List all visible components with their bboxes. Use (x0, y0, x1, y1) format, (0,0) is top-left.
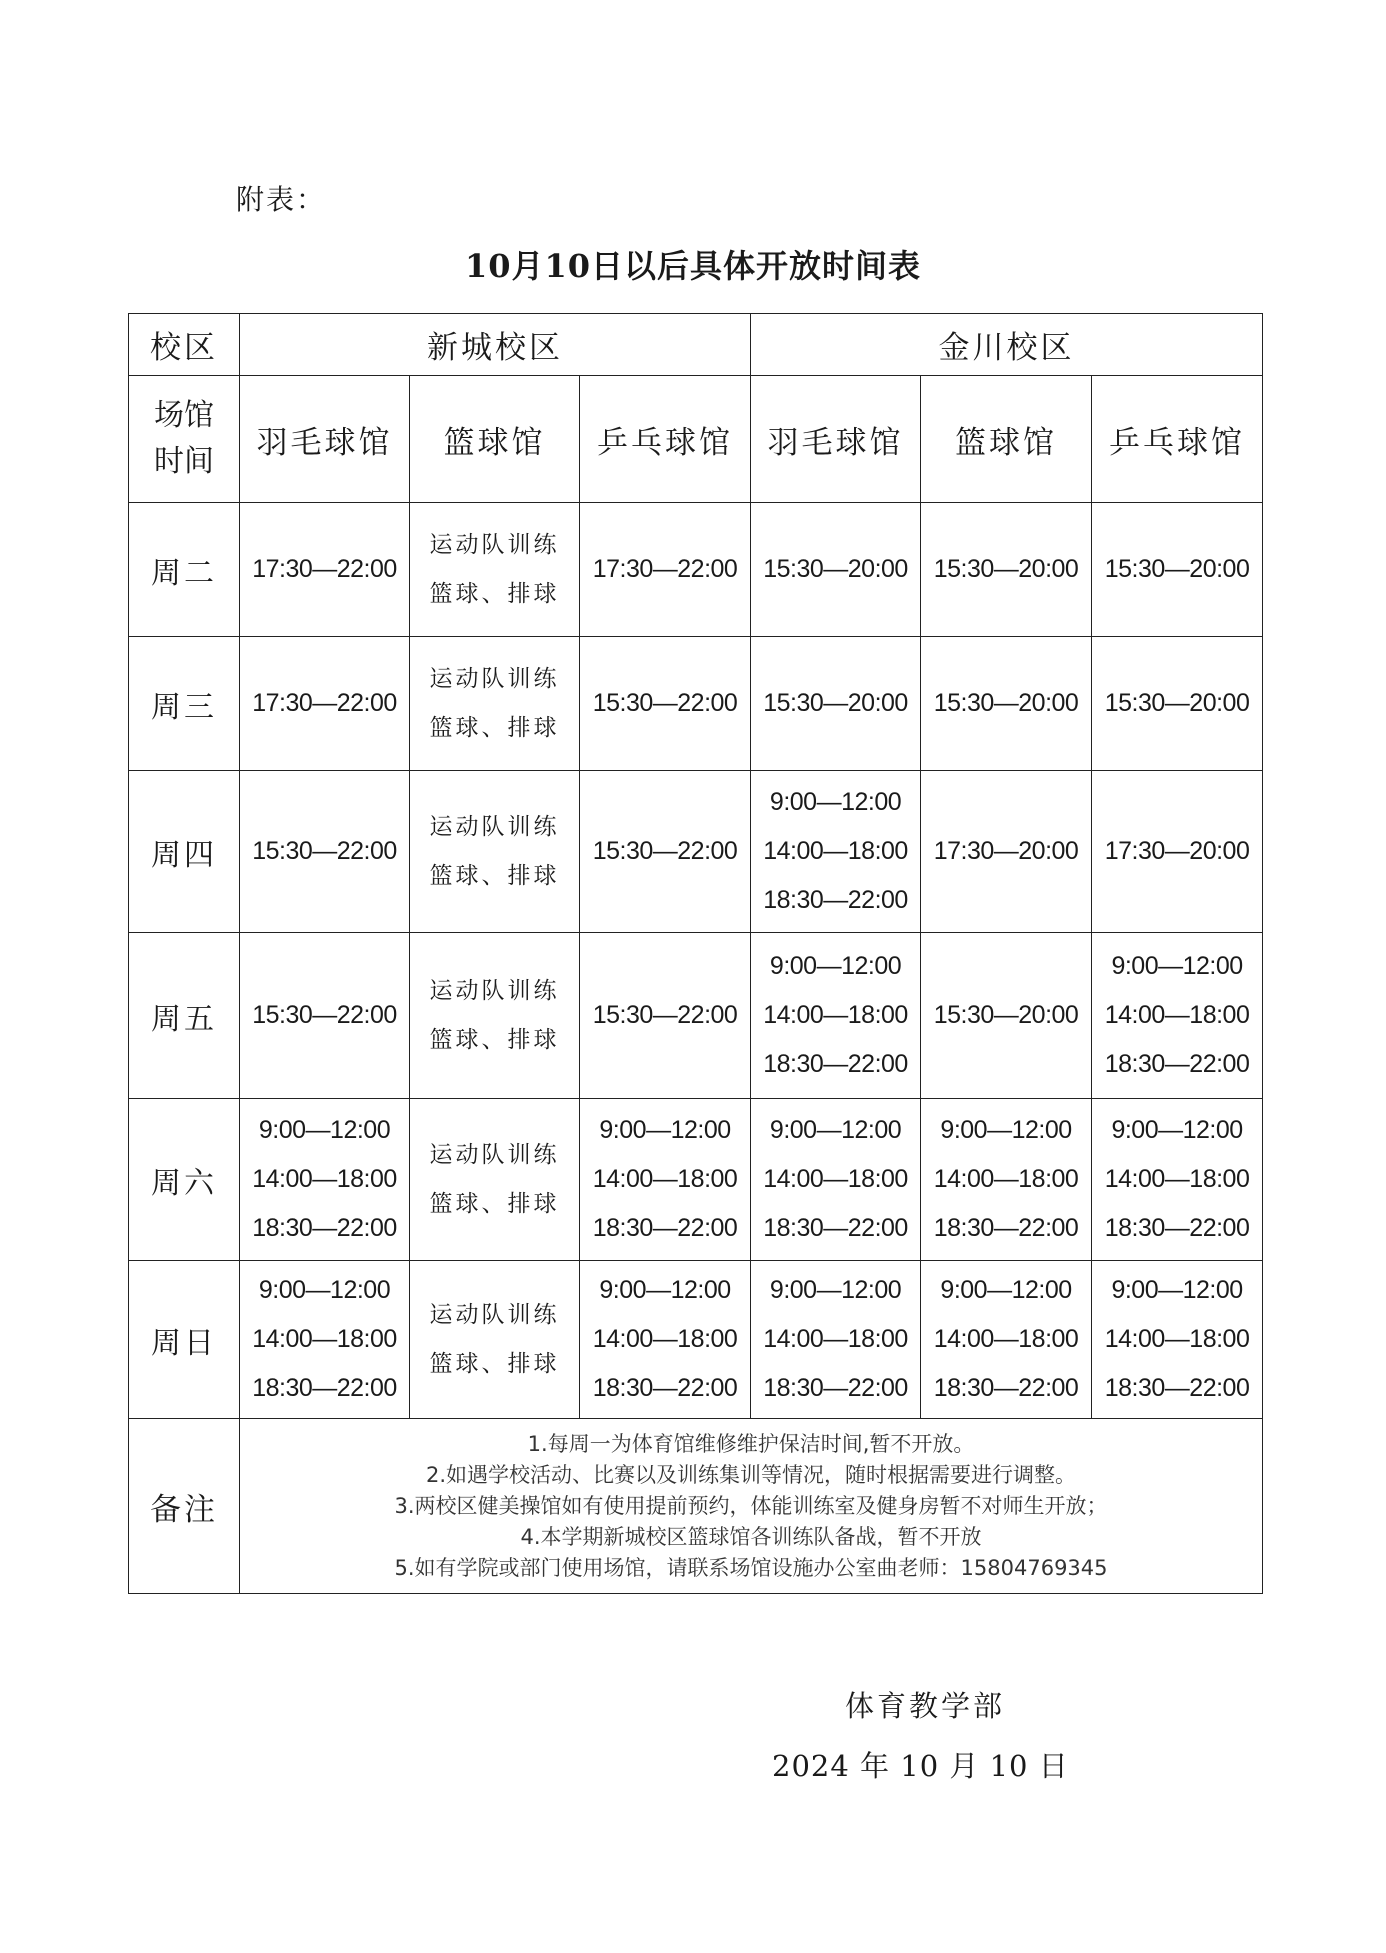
training-text: 篮球、排球 (429, 1350, 560, 1377)
opening-hours-cell (1092, 637, 1263, 771)
time-slot: 15:30—22:00 (592, 1001, 738, 1029)
opening-hours-cell (921, 1261, 1092, 1419)
schedule-row (129, 637, 1263, 771)
training-text: 运动队训练 (429, 1141, 560, 1168)
opening-hours-cell (751, 771, 921, 933)
time-slot: 14:00—18:00 (592, 1325, 738, 1353)
training-text: 运动队训练 (429, 665, 560, 692)
time-slot: 14:00—18:00 (763, 1325, 908, 1353)
time-slot: 15:30—20:00 (1104, 689, 1250, 717)
attachment-label: 附表： (236, 183, 327, 216)
schedule-row (129, 771, 1263, 933)
opening-hours-cell (921, 1099, 1092, 1261)
time-slot: 14:00—18:00 (763, 1001, 908, 1029)
time-slot: 9:00—12:00 (940, 1116, 1072, 1144)
opening-hours-cell (240, 1261, 410, 1419)
opening-hours-cell (1092, 503, 1263, 637)
time-slot: 14:00—18:00 (1104, 1001, 1250, 1029)
opening-hours-cell (580, 1099, 751, 1261)
time-slot: 15:30—22:00 (592, 837, 738, 865)
time-slot: 9:00—12:00 (258, 1116, 391, 1144)
time-slot: 18:30—22:00 (933, 1214, 1079, 1242)
time-slot: 18:30—22:00 (1104, 1214, 1250, 1242)
time-slot: 18:30—22:00 (933, 1374, 1079, 1402)
time-slot: 9:00—12:00 (940, 1276, 1072, 1304)
team-training-cell (410, 1099, 580, 1261)
time-slot: 14:00—18:00 (763, 1165, 908, 1193)
opening-hours-cell (580, 637, 751, 771)
time-slot: 18:30—22:00 (1104, 1374, 1250, 1402)
schedule-row (129, 1099, 1263, 1261)
time-slot: 9:00—12:00 (599, 1116, 731, 1144)
time-slot: 14:00—18:00 (1104, 1165, 1250, 1193)
notes-content (240, 1419, 1263, 1594)
time-slot: 17:30—22:00 (592, 555, 738, 583)
time-slot: 18:30—22:00 (763, 1050, 908, 1078)
schedule-table (128, 313, 1263, 1594)
time-slot: 9:00—12:00 (769, 952, 902, 980)
training-text: 运动队训练 (429, 531, 560, 558)
time-slot: 15:30—20:00 (763, 555, 908, 583)
note-item: 5.如有学院或部门使用场馆，请联系场馆设施办公室曲老师：15804769345 (394, 1555, 1108, 1580)
notes-row (129, 1419, 1263, 1594)
training-text: 运动队训练 (429, 977, 560, 1004)
time-slot: 15:30—22:00 (252, 1001, 397, 1029)
time-slot: 18:30—22:00 (252, 1374, 397, 1402)
note-item: 4.本学期新城校区篮球馆各训练队备战，暂不开放 (520, 1524, 982, 1549)
opening-hours-cell (751, 1261, 921, 1419)
venue-time-corner (129, 376, 240, 503)
time-slot: 9:00—12:00 (1111, 1116, 1243, 1144)
team-training-cell (410, 771, 580, 933)
time-slot: 14:00—18:00 (933, 1165, 1079, 1193)
opening-hours-cell (921, 503, 1092, 637)
time-slot: 18:30—22:00 (1104, 1050, 1250, 1078)
time-slot: 9:00—12:00 (1111, 1276, 1243, 1304)
time-slot: 14:00—18:00 (1104, 1325, 1250, 1353)
time-slot: 17:30—22:00 (252, 689, 397, 717)
opening-hours-cell (921, 771, 1092, 933)
corner-line-time: 时间 (154, 444, 214, 479)
opening-hours-cell (240, 771, 410, 933)
time-slot: 14:00—18:00 (933, 1325, 1079, 1353)
time-slot: 14:00—18:00 (763, 837, 908, 865)
opening-hours-cell (240, 933, 410, 1099)
schedule-row (129, 933, 1263, 1099)
training-text: 篮球、排球 (429, 1190, 560, 1217)
time-slot: 18:30—22:00 (592, 1214, 738, 1242)
time-slot: 14:00—18:00 (252, 1325, 397, 1353)
venue-jinchuan-pingpong: 乒乓球馆 (1092, 376, 1263, 503)
campus-xincheng: 新城校区 (240, 314, 751, 376)
venue-xincheng-pingpong: 乒乓球馆 (580, 376, 751, 503)
time-slot: 18:30—22:00 (763, 886, 908, 914)
opening-hours-cell (580, 503, 751, 637)
team-training-cell (410, 933, 580, 1099)
venue-jinchuan-badminton: 羽毛球馆 (751, 376, 921, 503)
time-slot: 15:30—22:00 (252, 837, 397, 865)
time-slot: 9:00—12:00 (599, 1276, 731, 1304)
signature-department: 体育教学部 (845, 1689, 1006, 1723)
day-label: 周五 (129, 933, 240, 1099)
time-slot: 18:30—22:00 (252, 1214, 397, 1242)
note-item: 2.如遇学校活动、比赛以及训练集训等情况，随时根据需要进行调整。 (426, 1462, 1077, 1487)
page-title: 10月10日以后具体开放时间表 (464, 247, 922, 285)
time-slot: 18:30—22:00 (763, 1214, 908, 1242)
day-label: 周二 (129, 503, 240, 637)
time-slot: 18:30—22:00 (763, 1374, 908, 1402)
opening-hours-cell (580, 933, 751, 1099)
opening-hours-cell (921, 637, 1092, 771)
time-slot: 15:30—20:00 (933, 689, 1079, 717)
time-slot: 14:00—18:00 (252, 1165, 397, 1193)
time-slot: 9:00—12:00 (769, 1116, 902, 1144)
day-label: 周三 (129, 637, 240, 771)
opening-hours-cell (580, 771, 751, 933)
training-text: 篮球、排球 (429, 862, 560, 889)
opening-hours-cell (751, 503, 921, 637)
day-label: 周四 (129, 771, 240, 933)
time-slot: 17:30—22:00 (252, 555, 397, 583)
opening-hours-cell (240, 1099, 410, 1261)
notes-label: 备注 (129, 1419, 240, 1594)
time-slot: 9:00—12:00 (769, 788, 902, 816)
time-slot: 9:00—12:00 (258, 1276, 391, 1304)
team-training-cell (410, 503, 580, 637)
note-item: 3.两校区健美操馆如有使用提前预约，体能训练室及健身房暂不对师生开放； (394, 1493, 1108, 1518)
campus-jinchuan: 金川校区 (751, 314, 1263, 376)
venue-xincheng-basketball: 篮球馆 (410, 376, 580, 503)
campus-label: 校区 (129, 314, 240, 376)
venue-jinchuan-basketball: 篮球馆 (921, 376, 1092, 503)
time-slot: 15:30—20:00 (933, 555, 1079, 583)
opening-hours-cell (1092, 1099, 1263, 1261)
opening-hours-cell (580, 1261, 751, 1419)
schedule-row (129, 503, 1263, 637)
signature-date: 2024 年 10 月 10 日 (772, 1749, 1069, 1783)
venue-xincheng-badminton: 羽毛球馆 (240, 376, 410, 503)
opening-hours-cell (921, 933, 1092, 1099)
time-slot: 15:30—20:00 (1104, 555, 1250, 583)
team-training-cell (410, 637, 580, 771)
time-slot: 15:30—22:00 (592, 689, 738, 717)
team-training-cell (410, 1261, 580, 1419)
training-text: 运动队训练 (429, 1301, 560, 1328)
venue-header-row (129, 376, 1263, 503)
time-slot: 14:00—18:00 (592, 1165, 738, 1193)
note-item: 1.每周一为体育馆维修维护保洁时间,暂不开放。 (527, 1431, 975, 1456)
time-slot: 18:30—22:00 (592, 1374, 738, 1402)
time-slot: 17:30—20:00 (933, 837, 1079, 865)
time-slot: 9:00—12:00 (1111, 952, 1243, 980)
training-text: 篮球、排球 (429, 714, 560, 741)
time-slot: 9:00—12:00 (769, 1276, 902, 1304)
opening-hours-cell (1092, 933, 1263, 1099)
opening-hours-cell (240, 503, 410, 637)
opening-hours-cell (240, 637, 410, 771)
time-slot: 17:30—20:00 (1104, 837, 1250, 865)
schedule-row (129, 1261, 1263, 1419)
time-slot: 15:30—20:00 (763, 689, 908, 717)
campus-header-row (129, 314, 1263, 376)
time-slot: 15:30—20:00 (933, 1001, 1079, 1029)
training-text: 篮球、排球 (429, 1026, 560, 1053)
training-text: 篮球、排球 (429, 580, 560, 607)
opening-hours-cell (1092, 771, 1263, 933)
opening-hours-cell (751, 1099, 921, 1261)
day-label: 周六 (129, 1099, 240, 1261)
corner-line-venue: 场馆 (154, 398, 214, 433)
day-label: 周日 (129, 1261, 240, 1419)
opening-hours-cell (751, 933, 921, 1099)
opening-hours-cell (751, 637, 921, 771)
opening-hours-cell (1092, 1261, 1263, 1419)
training-text: 运动队训练 (429, 813, 560, 840)
